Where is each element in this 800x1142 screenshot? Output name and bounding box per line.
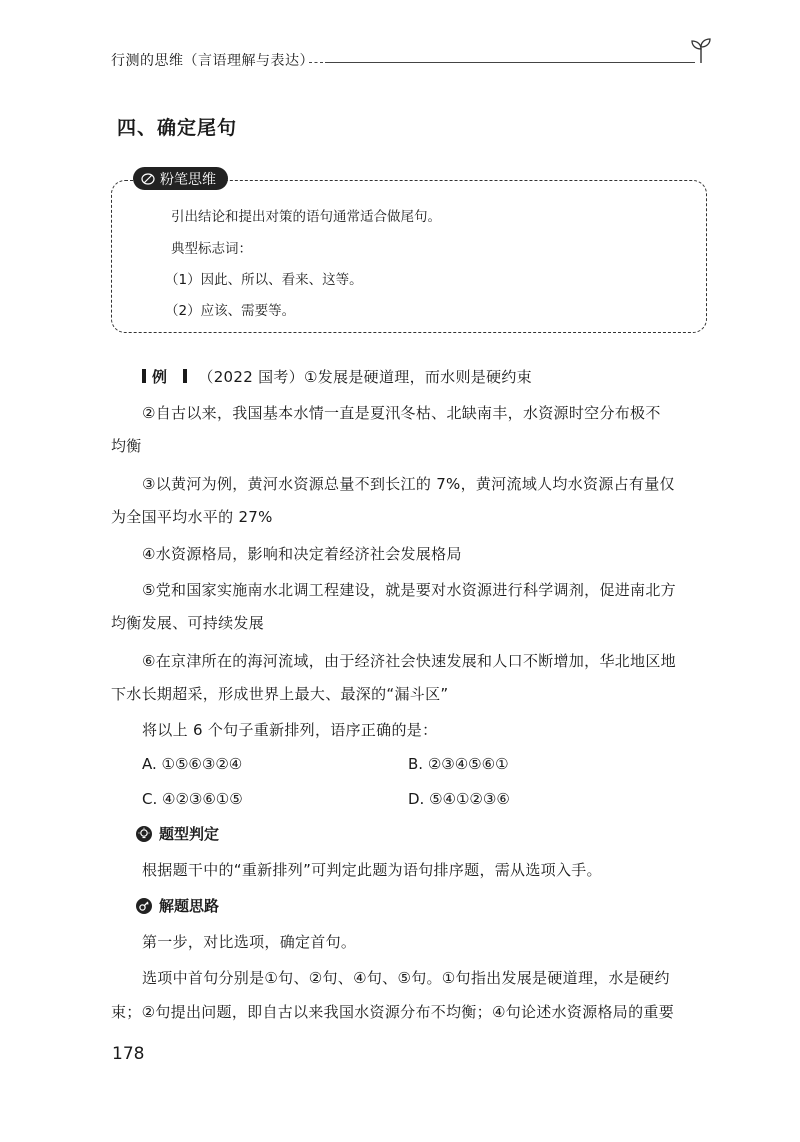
example-line-4: 为全国平均水平的 27% bbox=[111, 508, 273, 526]
page-number: 178 bbox=[112, 1044, 145, 1064]
sprout-icon bbox=[689, 36, 713, 64]
example-line-2: 均衡 bbox=[111, 437, 142, 455]
type-judgment-title: 题型判定 bbox=[159, 825, 220, 843]
header-title: 行测的思维（言语理解与表达） bbox=[111, 53, 314, 69]
key-icon bbox=[135, 897, 153, 915]
example-bar-left bbox=[142, 369, 146, 383]
pencil-icon bbox=[141, 172, 155, 186]
type-judgment-text: 根据题干中的“重新排列”可判定此题为语句排序题，需从选项入手。 bbox=[142, 861, 602, 879]
option-b: B. ②③④⑤⑥① bbox=[408, 755, 509, 773]
think-badge bbox=[133, 167, 228, 190]
example-source bbox=[136, 366, 532, 387]
option-d: D. ⑤④①②③⑥ bbox=[408, 790, 510, 808]
solution-title: 解题思路 bbox=[159, 897, 220, 915]
think-line-4: （2）应该、需要等。 bbox=[165, 303, 296, 319]
example-line-9: 下水长期超采，形成世界上最大、最深的“漏斗区” bbox=[111, 685, 449, 703]
think-line-1: 引出结论和提出对策的语句通常适合做尾句。 bbox=[171, 209, 441, 225]
example-label: 例 bbox=[152, 368, 168, 386]
example-line-8: ⑥在京津所在的海河流域，由于经济社会快速发展和人口不断增加，华北地区地 bbox=[142, 652, 676, 670]
option-c: C. ④②③⑥①⑤ bbox=[142, 790, 243, 808]
think-line-3: （1）因此、所以、看来、这等。 bbox=[165, 272, 363, 288]
section-title: 四、确定尾句 bbox=[117, 117, 238, 139]
example-question: 将以上 6 个句子重新排列，语序正确的是： bbox=[142, 721, 438, 739]
header-dash bbox=[309, 62, 323, 63]
example-bar-right bbox=[183, 369, 187, 383]
header-rule bbox=[325, 62, 695, 63]
solution-line-1: 第一步，对比选项，确定首句。 bbox=[142, 933, 357, 951]
solution-line-3: 束；②句提出问题，即自古以来我国水资源分布不均衡；④句论述水资源格局的重要 bbox=[111, 1003, 674, 1021]
example-line-3: ③以黄河为例，黄河水资源总量不到长江的 7%，黄河流域人均水资源占有量仅 bbox=[142, 475, 675, 493]
example-line-7: 均衡发展、可持续发展 bbox=[111, 614, 265, 632]
think-line-2: 典型标志词： bbox=[171, 241, 252, 257]
solution-line-2: 选项中首句分别是①句、②句、④句、⑤句。①句指出发展是硬道理，水是硬约 bbox=[142, 969, 670, 987]
solution-heading bbox=[135, 895, 219, 916]
running-header bbox=[111, 50, 711, 74]
think-badge-label: 粉笔思维 bbox=[160, 171, 216, 188]
example-line-1: ②自古以来，我国基本水情一直是夏汛冬枯、北缺南丰，水资源时空分布极不 bbox=[142, 404, 661, 422]
lightbulb-icon bbox=[135, 825, 153, 843]
example-line-5: ④水资源格局，影响和决定着经济社会发展格局 bbox=[142, 545, 462, 563]
example-line-6: ⑤党和国家实施南水北调工程建设，就是要对水资源进行科学调剂，促进南北方 bbox=[142, 581, 676, 599]
type-judgment-heading bbox=[135, 823, 219, 844]
option-a: A. ①⑤⑥③②④ bbox=[142, 755, 243, 773]
example-source-text: （2022 国考）①发展是硬道理，而水则是硬约束 bbox=[198, 368, 532, 386]
